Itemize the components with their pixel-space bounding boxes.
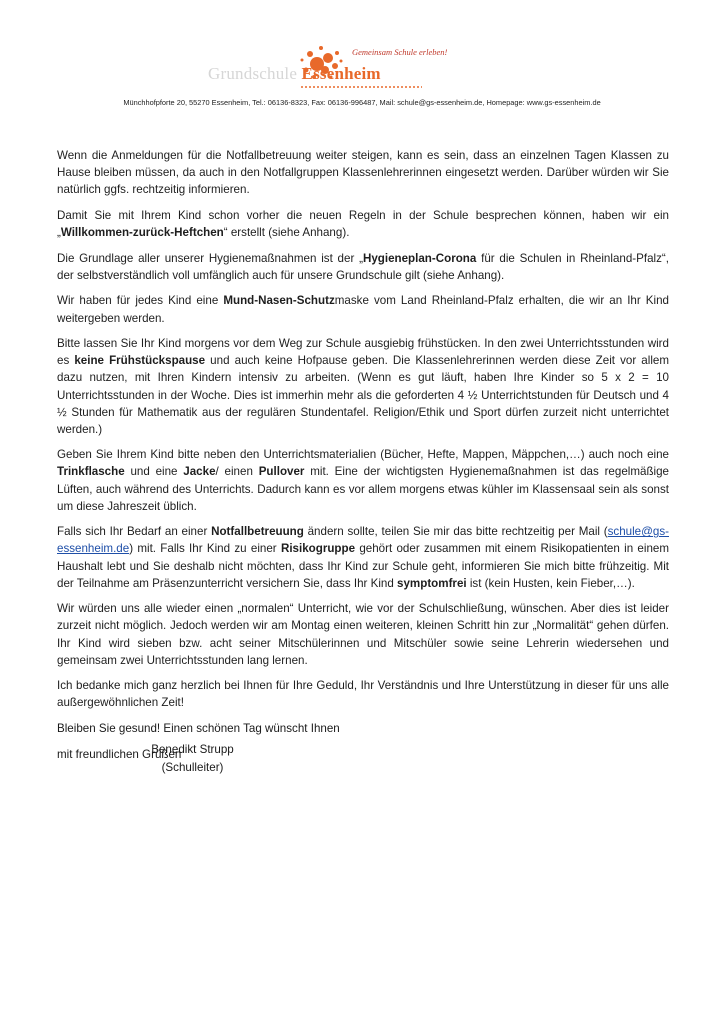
school-name-prefix: Grundschule [208, 64, 298, 83]
paragraph [57, 147, 669, 198]
text-run: Wenn die Anmeldungen für die Notfallbetreuung weiter steigen, kann es sein, dass an einzelnen Tagen Klassen zu Hause bleiben müssen, da auch in den Notfallgruppen Klassenlehrerinnen eingesetzt werden. Darüber würden wir Sie natürlich ggfs. rechtzeitig informieren. [57, 149, 669, 197]
bold-phrase: Pullover [258, 465, 305, 479]
contact-line: Münchhofpforte 20, 55270 Essenheim, Tel.: 06136-8323, Fax: 06136-996487, Mail: schule@gs-essenheim.de, Homepage: www.gs-essenheim.de [123, 98, 601, 107]
signature-block [140, 741, 245, 777]
paragraph [57, 250, 669, 284]
paragraph [57, 523, 669, 591]
text-run: Geben Sie Ihrem Kind bitte neben den Unterrichtsmaterialien (Bücher, Hefte, Mappen, Mäppchen,…) auch noch eine [57, 448, 669, 462]
paragraph [57, 207, 669, 241]
bold-phrase: Notfallbetreuung [211, 525, 304, 539]
letter-paragraphs [57, 147, 669, 711]
text-run: Wir haben für jedes Kind eine [57, 294, 224, 308]
paragraph [57, 335, 669, 438]
paragraph [57, 600, 669, 668]
text-run: Bitte lassen Sie Ihr Kind morgens vor dem Weg zur Schule ausgiebig frühstücken. In den zwei Unterrichtsstunden wird es [57, 337, 669, 368]
text-run: ändern sollte, teilen Sie mir das bitte rechtzeitig per Mail ( [303, 525, 608, 539]
text-run: gehört oder zusammen mit einem Risikopatienten in einem Haushalt lebt und Sie deshalb nicht möchten, dass Ihr Kind zur Schule geht, informieren Sie mich bitte frühzeitig. Mit der Teilnahme am Präsenzunterricht versichern Sie, dass Ihr Kind [57, 542, 669, 590]
signature-name: Benedikt Strupp [151, 743, 234, 756]
closing-greeting: Bleiben Sie gesund! Einen schönen Tag wünscht Ihnen [57, 722, 340, 736]
school-name-place: Essenheim [301, 64, 381, 83]
text-run: Falls sich Ihr Bedarf an einer [57, 525, 212, 539]
text-run: mit. Eine der wichtigsten Hygienemaßnahmen ist das regelmäßige Lüften, auch während des Unterrichts. Dadurch kann es vor allem morgens etwas kühler im Klassensaal sein als sonst um diese Jahreszeit üblich. [57, 465, 670, 513]
bold-phrase: Willkommen-zurück-Heftchen [60, 225, 224, 239]
text-run: / einen [215, 465, 259, 479]
bold-phrase: Jacke [183, 465, 216, 479]
text-run: Ich bedanke mich ganz herzlich bei Ihnen für Ihre Geduld, Ihr Verständnis und Ihre Unterstützung in dieser für uns alle außergewöhnlichen Zeit! [57, 679, 669, 710]
text-run: und eine [124, 465, 184, 479]
text-run: “ erstellt (siehe Anhang). [223, 225, 350, 239]
text-run: Die Grundlage aller unserer Hygienemaßnahmen ist der „ [57, 251, 363, 265]
bold-phrase: keine Frühstückspause [74, 354, 206, 368]
text-run: für die Schulen in Rheinland-Pfalz“, der selbstverständlich voll umfänglich auch für unsere Grundschule gilt (siehe Anhang). [57, 251, 669, 282]
text-run: Damit Sie mit Ihrem Kind schon vorher die neuen Regeln in der Schule besprechen können, haben wir ein „ [57, 208, 669, 239]
paragraph [57, 677, 669, 711]
logo-dotted-line [300, 86, 422, 88]
letter-body [57, 147, 669, 771]
bold-phrase: Risikogruppe [280, 542, 356, 556]
school-name [208, 64, 381, 84]
bold-phrase: Hygieneplan-Corona [362, 251, 477, 265]
closing-regards: mit freundlichen Grüßen [57, 747, 182, 761]
text-run: maske vom Land Rheinland-Pfalz erhalten, die wir an Ihr Kind weitergeben werden. [57, 294, 669, 325]
text-run: ist (kein Husten, kein Fieber,…). [466, 576, 635, 590]
bold-phrase: Trinkflasche [57, 465, 125, 479]
text-run: Wir würden uns alle wieder einen „normalen“ Unterricht, wie vor der Schulschließung, wünschen. Aber dies ist leider zurzeit nicht möglich. Jedoch werden wir am Montag einen weiteren, kleinen Schritt hin zur „Normalität“ gehen dürfen. Ihr Kind wird sieben bzw. acht seiner Mitschülerinnen und Mitschüler sowie seine Lehrerin wiedersehen und gemeinsam zwei Unterrichtsstunden lang lernen. [57, 602, 669, 667]
paragraph [57, 446, 669, 514]
paragraph [57, 292, 669, 326]
signature-role: (Schulleiter) [161, 761, 224, 774]
text-run: und auch keine Hofpause geben. Die Klassenlehrerinnen werden diese Zeit vor allem dazu nutzen, mit Ihren Kindern intensiv zu arbeiten. (Wenn es gut läuft, haben Ihre Kinder so 5 x 2 = 10 Unterrichtsstunden in der Woche. Dies ist immerhin mehr als die geforderten 4 ½ Unterrichtstunden für Deutsch und 4 ½ Stunden für Mathematik aus der regulären Stundentafel. Religion/Ethik und Sport dürfen zurzeit nicht unterrichtet werden.) [57, 354, 670, 436]
bold-phrase: symptomfrei [397, 576, 467, 590]
email-link[interactable]: schule@gs-essenheim.de [57, 525, 669, 556]
bold-phrase: Mund-Nasen-Schutz [223, 294, 335, 308]
school-tagline: Gemeinsam Schule erleben! [352, 47, 448, 57]
text-run: ) mit. Falls Ihr Kind zu einer [129, 542, 281, 556]
